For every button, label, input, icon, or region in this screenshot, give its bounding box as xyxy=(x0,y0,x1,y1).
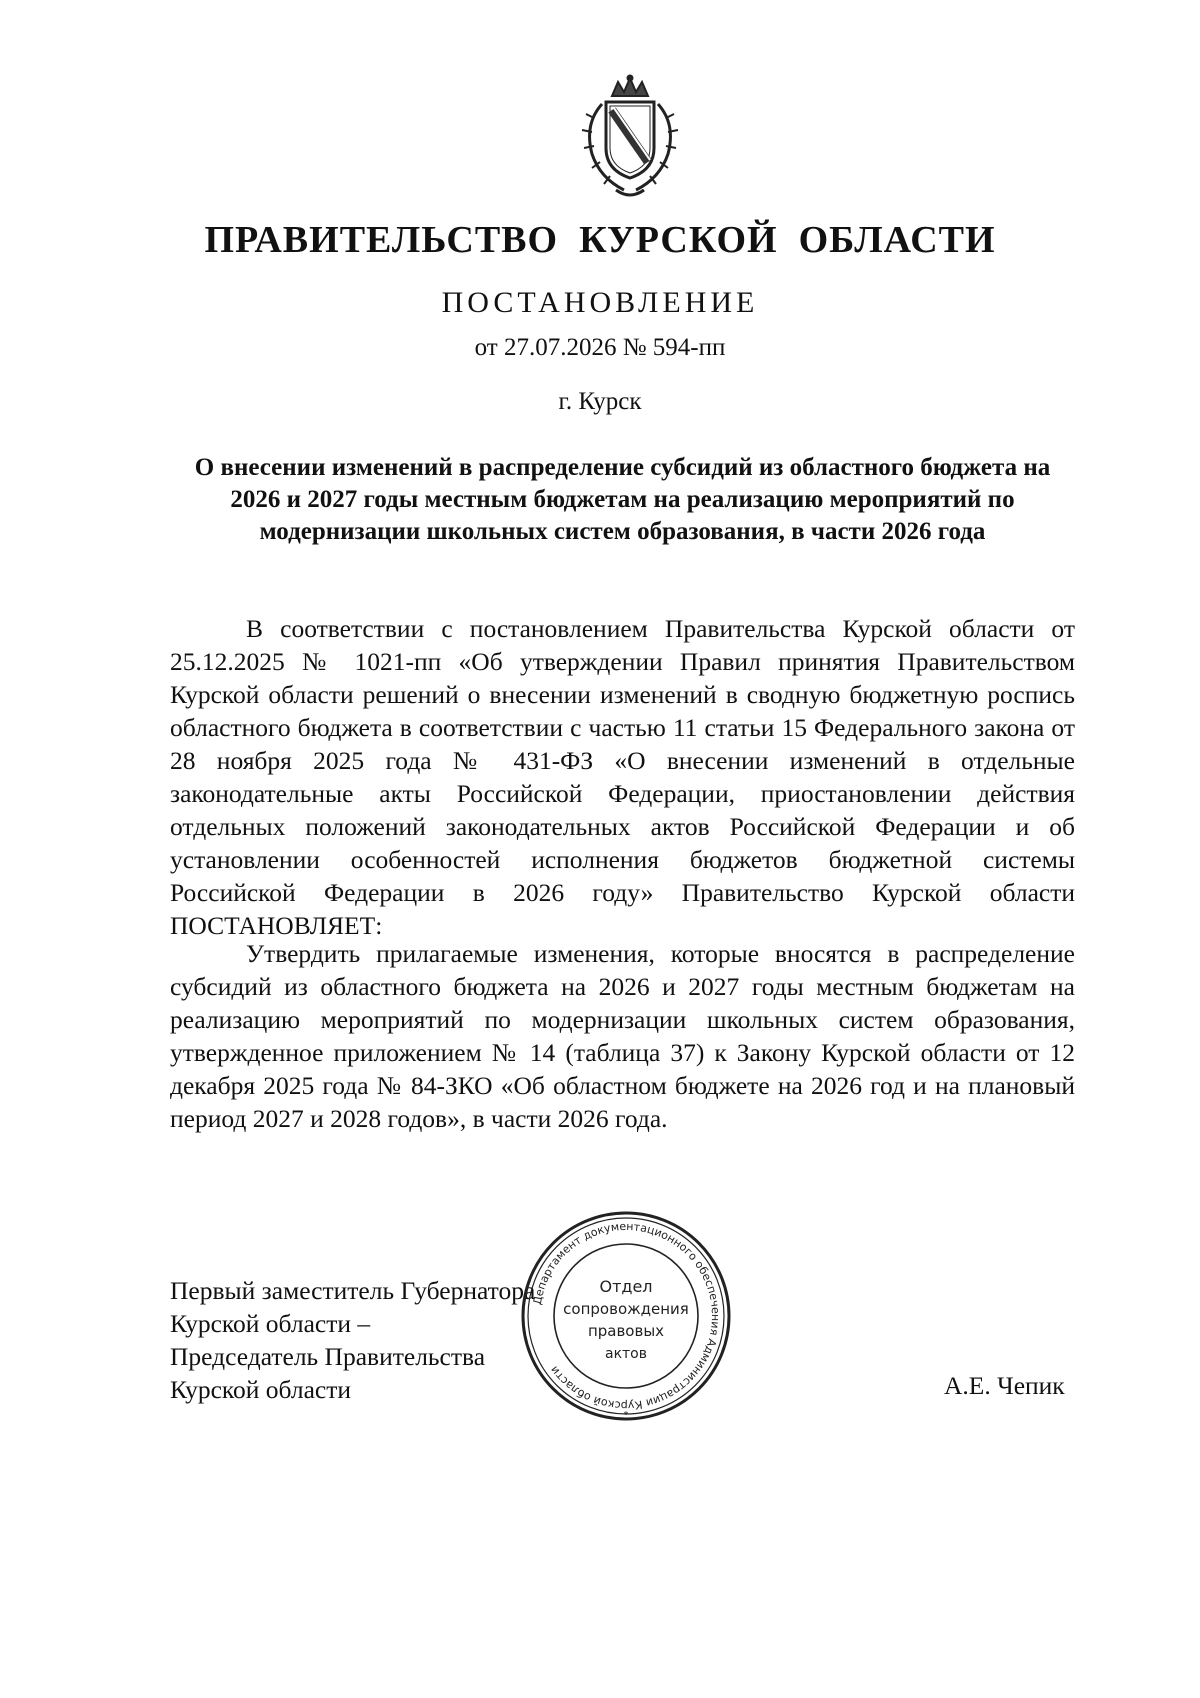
stamp-inner-line: сопровождения xyxy=(563,1300,689,1318)
document-subject: О внесении изменений в распределение субсидий из областного бюджета на 2026 и 2027 годы местным бюджетам на реализацию мероприятий по модернизации школьных систем образования, в части 2026 года xyxy=(194,454,1051,545)
signatory-name: А.Е. Чепик xyxy=(944,1371,1065,1400)
paragraph-1-text: В соответствии с постановлением Правительства Курской области от 25.12.2025 № 1021-пп «Об утверждении Правил принятия Правительством Курской области решений о внесении изменений в сводную бюджетную роспись областного бюджета в соответствии с частью 11 статьи 15 Федерального закона от 28 ноября 2025 года № 431-ФЗ «О внесении изменений в отдельные законодательные акты Российской Федерации, приостановлении действия отдельных положений законодательных актов Российской Федерации и об установлении особенностей исполнения бюджетов бюджетной системы Российской Федерации в 2026 году» Правительство Курской области ПОСТАНОВЛЯЕТ: xyxy=(170,614,1075,940)
document-city: г. Курск xyxy=(558,388,642,415)
document-number-date: от 27.07.2026 № 594-пп xyxy=(474,334,726,361)
stamp-inner-line: Отдел xyxy=(599,1277,653,1296)
official-stamp xyxy=(518,1208,734,1424)
signature-position-line: Курской области – xyxy=(170,1309,371,1338)
stamp-outer-text: Департамент документационного обеспечения Администрации Курской области xyxy=(530,1219,723,1413)
paragraph-2-text: Утвердить прилагаемые изменения, которые вносятся в распределение субсидий из областного бюджета на 2026 и 2027 годы местным бюджетам на реализацию мероприятий по модернизации школьных систем образования, утвержденное приложением № 14 (таблица 37) к Закону Курской области от 12 декабря 2025 года № 84-ЗКО «Об областном бюджете на 2026 год и на плановый период 2027 и 2028 годов», в части 2026 года. xyxy=(170,939,1075,1133)
organization-title: ПРАВИТЕЛЬСТВО КУРСКОЙ ОБЛАСТИ xyxy=(204,219,996,261)
stamp-star-icon: * xyxy=(623,1410,629,1421)
body-paragraph-1 xyxy=(170,612,1075,942)
stamp-inner-line: актов xyxy=(604,1346,648,1362)
signature-position-line: Первый заместитель Губернатора xyxy=(170,1276,536,1305)
signature-position-line: Курской области xyxy=(170,1375,352,1404)
body-paragraph-2 xyxy=(170,937,1075,1135)
document-type: ПОСТАНОВЛЕНИЕ xyxy=(441,286,759,319)
signature-position-line: Председатель Правительства xyxy=(170,1342,486,1371)
stamp-inner-line: правовых xyxy=(587,1322,665,1340)
coat-of-arms-emblem xyxy=(570,74,690,204)
